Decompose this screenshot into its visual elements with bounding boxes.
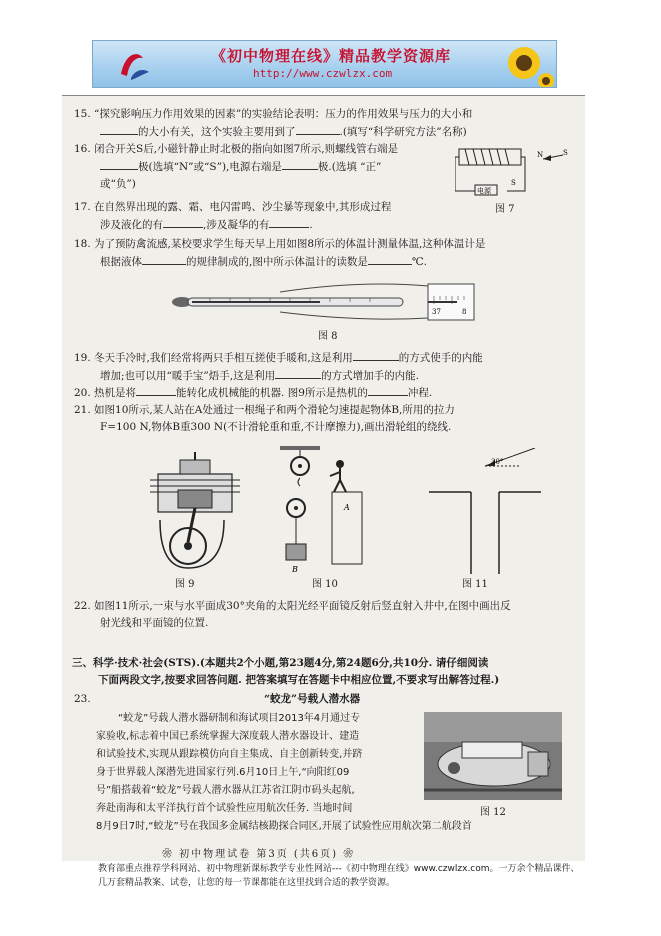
- figure-11-label: 图 11: [462, 579, 488, 590]
- q18-text2: 的规律制成的,图中所示体温计的读数是: [186, 256, 368, 268]
- question-19: [74, 349, 483, 385]
- q22-line2: 射光线和平面镜的位置.: [100, 617, 209, 629]
- section-3-line2: 下面两段文字,按要求回答问题. 把答案填写在答题卡中相应位置,不要求写出解答过程.): [98, 674, 500, 686]
- q18-text: 根据液体: [100, 256, 142, 268]
- q23-p2: 家验收,标志着中国已系统掌握大深度载人潜水器设计、建造: [96, 731, 360, 742]
- q15-blank1: [100, 123, 138, 135]
- q17-text: 涉及液化的有: [100, 219, 163, 231]
- q17-text2: ,涉及凝华的有: [203, 219, 270, 231]
- q21-line2: F=100 N,物体B重300 N(不计滑轮重和重,不计摩擦力),画出滑轮组的绕线.: [100, 421, 452, 433]
- q18-blank1: [142, 253, 186, 265]
- figure-7-solenoid: [455, 145, 575, 197]
- logo-icon: [113, 44, 153, 84]
- figure-9-label: 图 9: [175, 579, 195, 590]
- figure-9-engine: [140, 450, 250, 570]
- figure-8-thermometer: [170, 278, 490, 328]
- q23-p4: 身于世界载人深潜先进国家行列.6月10日上午,“向阳红09: [96, 767, 350, 778]
- fig10-label-b: B: [292, 565, 298, 574]
- q21-line1: 21. 如图10所示,某人站在A处通过一根绳子和两个滑轮匀速提起物体B,所用的拉力: [74, 404, 455, 416]
- question-15: [74, 106, 472, 141]
- q19-blank2: [275, 367, 321, 379]
- question-21: [74, 402, 455, 436]
- page-footer: ❀ 初中物理试卷 第3页 (共6页) ❀: [162, 849, 356, 860]
- site-footer: [98, 862, 580, 890]
- q20-text: 20. 热机是将: [74, 387, 137, 399]
- fig7-power-label: 电源: [477, 187, 491, 195]
- section-3-line1: 三、科学·技术·社会(STS).(本题共2个小题,第23题4分,第24题6分,共10分. 请仔细阅读: [72, 657, 489, 669]
- question-18: [74, 236, 485, 271]
- figure-11-well: [425, 448, 545, 578]
- q16-line1: 16. 闭合开关S后,小磁针静止时北极的指向如图7所示,则螺线管右端是: [74, 143, 399, 155]
- q23-p3: 和试验技术,实现从跟踪模仿向自主集成、自主创新转变,并跻: [96, 749, 363, 760]
- q18-blank2: [368, 253, 412, 265]
- q23-passage: [96, 710, 472, 836]
- q16-blank1: [100, 158, 138, 170]
- site-footer-line2: 几万套精品教案、试卷，让您的每一节课都能在这里找到合适的教学资源。: [98, 878, 396, 888]
- figure-12-submersible-photo: [424, 712, 562, 800]
- fig7-needle-n: N: [537, 151, 544, 159]
- q16-blank2: [282, 158, 318, 170]
- sunflower-icon: [494, 41, 554, 87]
- figure-12-label: 图 12: [480, 807, 506, 818]
- section-3-heading: [72, 655, 499, 689]
- q19-blank1: [353, 349, 399, 361]
- q19-text: 19. 冬天手冷时,我们经常将两只手相互搓使手暖和,这是利用: [74, 352, 353, 364]
- q20-blank2: [368, 384, 408, 396]
- q16-text2: 极.(选填 “正”: [317, 161, 382, 173]
- fig8-tick-37: 37: [432, 308, 441, 316]
- q17-blank2: [269, 216, 309, 228]
- q23-number: 23.: [74, 693, 91, 705]
- figure-8-label: 图 8: [318, 331, 338, 342]
- banner-title: 《初中物理在线》精品教学资源库: [211, 47, 452, 65]
- q16-line3: 或“负”): [100, 178, 136, 190]
- question-20: [74, 384, 432, 402]
- q17-line1: 17. 在自然界出现的露、霜、电闪雷鸣、沙尘暴等现象中,其形成过程: [74, 201, 392, 213]
- q15-text2: .(填写“科学研究方法”名称): [339, 126, 467, 138]
- q16-text: 极(选填“N”或“S”),电源右端是: [138, 161, 282, 173]
- site-footer-line1: 教育部重点推荐学科网站、初中物理新课标教学专业性网站---《初中物理在线》www.czwlzx.com。一万余个精品课件、: [98, 864, 580, 874]
- fig8-tick-8: 8: [462, 308, 467, 316]
- q17-text3: .: [309, 219, 313, 231]
- q17-blank1: [163, 216, 203, 228]
- header-banner: [92, 40, 557, 88]
- q22-line1: 22. 如图11所示,一束与水平面成30°夹角的太阳光经平面镜反射后竖直射入井中,在图中画出反: [74, 600, 511, 612]
- q23-p6: 奔赴南海和太平洋执行首个试验性应用航次任务. 当地时间: [96, 803, 353, 814]
- fig7-needle-s: S: [563, 149, 568, 157]
- q18-text3: ℃.: [411, 256, 427, 268]
- figure-10-pulleys: [272, 444, 382, 574]
- q15-text: 的大小有关，这个实验主要用到了: [138, 126, 296, 138]
- figure-7-label: 图 7: [495, 204, 515, 215]
- q19-text4: 的方式增加手的内能.: [321, 370, 419, 382]
- question-17: [74, 199, 391, 234]
- q19-text2: 的方式使手的内能: [398, 352, 483, 364]
- q19-text3: 增加;也可以用“暖手宝”焐手,这是利用: [100, 370, 276, 382]
- question-16: [74, 141, 454, 193]
- q23-p5: 号”船搭载着“蛟龙”号载人潜水器从江苏省江阴市码头起航,: [96, 785, 355, 796]
- q23-p1: “蛟龙”号载人潜水器研制和海试项目2013年4月通过专: [118, 713, 361, 724]
- question-22: [74, 598, 511, 632]
- q20-text3: 冲程.: [407, 387, 433, 399]
- q23-title: “蛟龙”号载人潜水器: [264, 693, 361, 705]
- q15-blank2: [296, 123, 340, 135]
- q20-blank1: [136, 384, 176, 396]
- q23-p7: 8月9日7时,“蛟龙”号在我国多金属结核勘探合同区,开展了试验性应用航次第二航段首: [96, 821, 472, 832]
- fig7-switch-label: S: [511, 179, 516, 187]
- figure-10-label: 图 10: [312, 579, 338, 590]
- q15-line1: 15. “探究影响压力作用效果的因素”的实验结论表明：压力的作用效果与压力的大小和: [74, 108, 473, 120]
- q20-text2: 能转化成机械能的机器. 图9所示是热机的: [176, 387, 368, 399]
- banner-url[interactable]: http://www.czwlzx.com: [253, 67, 393, 80]
- fig10-label-a: A: [344, 503, 350, 512]
- fig11-angle-label: 30°: [491, 458, 504, 466]
- q18-line1: 18. 为了预防禽流感,某校要求学生每天早上用如图8所示的体温计测量体温,这种体温计是: [74, 238, 486, 250]
